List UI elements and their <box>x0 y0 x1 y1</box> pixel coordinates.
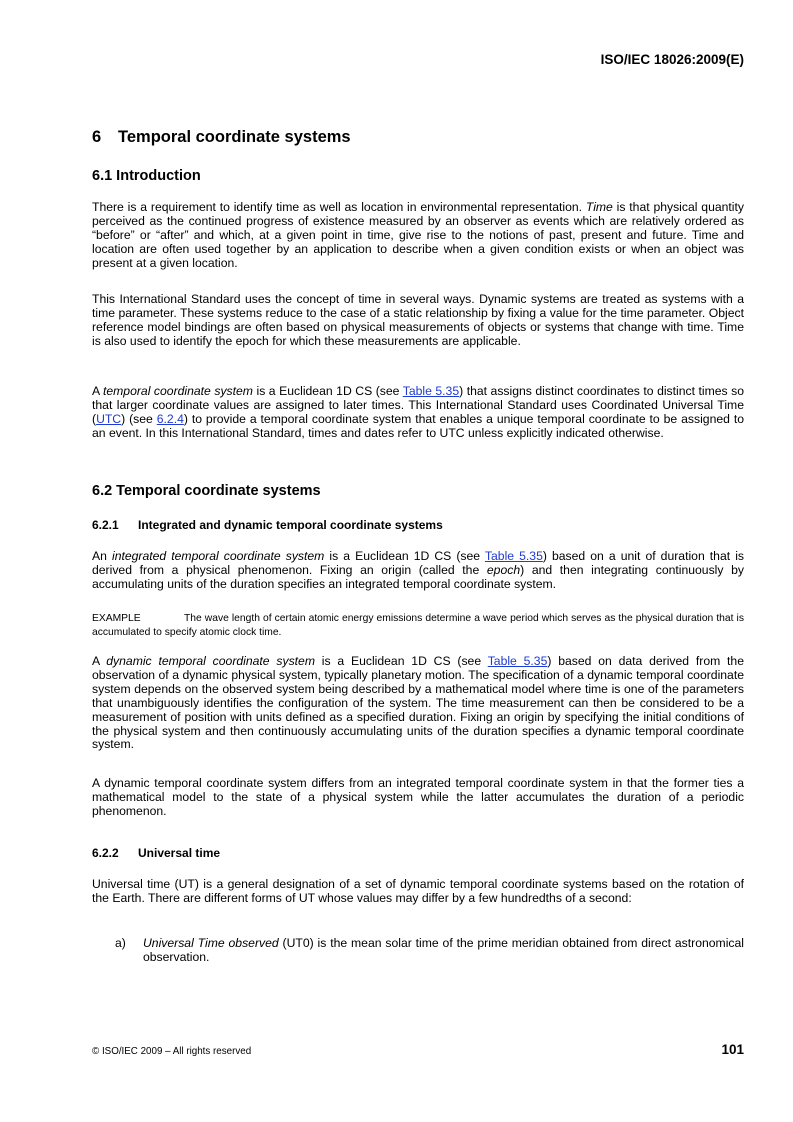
intro-paragraph-2: This International Standard uses the concept of time in several ways. Dynamic systems are treated as systems with a time parameter. These systems reduce to the case of a static relationship by fixing a value for the time parameter. Object reference model bindings are often based on physical measurements of objects or systems that change with time. Time is also used to identify the epoch for which these measurements are applicable. <box>92 292 744 348</box>
dynamic-tcs-paragraph: A dynamic temporal coordinate system is a Euclidean 1D CS (see Table 5.35) based on data derived from the observation of a dynamic physical system, typically planetary motion. The specification of a dynamic temporal coordinate system depends on the observed system being described by a mathematical model where time is one of the parameters that unambiguously identifies the configuration of the system. The time measurement can then be considered to be a measurement of position with units defined as a specified duration. Fixing an origin by specifying the initial conditions of the physical system and then continuously accumulating units of the duration specifies a dynamic temporal coordinate system. <box>92 654 744 752</box>
intro-paragraph-1: There is a requirement to identify time as well as location in environmental representation. Time is that physical quantity perceived as the continued progress of existence measured by an observer as events which are relatively ordered as “before” or “after” and which, at a given point in time, give rise to the notions of past, present and future. Time and location are often used together by an application to describe when a given condition exists or when an object was present at a given location. <box>92 200 744 270</box>
link-utc[interactable]: UTC <box>96 411 122 426</box>
section-6-2-2-heading: 6.2.2 Universal time <box>92 846 221 860</box>
page-number: 101 <box>721 1042 744 1057</box>
term-ut-observed: Universal Time observed <box>143 936 279 950</box>
section-6-2-heading: 6.2 Temporal coordinate systems <box>92 483 321 499</box>
link-6-2-4[interactable]: 6.2.4 <box>156 411 184 426</box>
example-note: EXAMPLE The wave length of certain atomic energy emissions determine a wave period which serves as the physical duration that is accumulated to specify atomic clock time. <box>92 613 744 638</box>
term-integrated-tcs: integrated temporal coordinate system <box>111 549 325 563</box>
link-table-5-35[interactable]: Table 5.35 <box>487 654 548 668</box>
integrated-tcs-paragraph: An integrated temporal coordinate system is a Euclidean 1D CS (see Table 5.35) based on a unit of duration that is derived from a physical phenomenon. Fixing an origin (called the epoch) and then integrating continuously by accumulating units of the duration specifies an integrated temporal coordinate system. <box>92 549 744 591</box>
section-6-2-1-heading: 6.2.1 Integrated and dynamic temporal coordinate systems <box>92 518 443 532</box>
list-marker: a) <box>115 936 126 950</box>
section-number: 6 <box>92 128 102 146</box>
list-item: a) Universal Time observed (UT0) is the mean solar time of the prime meridian obtained from direct astronomical observation. <box>115 936 744 964</box>
document-id-header: ISO/IEC 18026:2009(E) <box>600 52 744 67</box>
section-6-heading <box>92 128 351 147</box>
intro-paragraph-3: A temporal coordinate system is a Euclidean 1D CS (see Table 5.35) that assigns distinct coordinates to distinct times so that larger coordinate values are assigned to later times. This International Standard uses Coordinated Universal Time (UTC) (see 6.2.4) to provide a temporal coordinate system that enables a unique temporal coordinate to be assigned to an event. In this International Standard, times and dates refer to UTC unless explicitly indicated otherwise. <box>92 384 745 440</box>
section-title: Temporal coordinate systems <box>118 128 351 146</box>
term-time: Time <box>585 200 613 214</box>
link-table-5-35[interactable]: Table 5.35 <box>484 549 543 563</box>
term-dynamic-tcs: dynamic temporal coordinate system <box>106 654 315 668</box>
term-epoch: epoch <box>486 562 521 577</box>
copyright-footer: © ISO/IEC 2009 – All rights reserved <box>92 1046 252 1057</box>
link-table-5-35[interactable]: Table 5.35 <box>402 384 460 398</box>
section-6-1-heading: 6.1 Introduction <box>92 168 201 184</box>
term-temporal-cs: temporal coordinate system <box>102 384 253 398</box>
universal-time-paragraph: Universal time (UT) is a general designation of a set of dynamic temporal coordinate systems based on the rotation of the Earth. There are different forms of UT whose values may differ by a few hundredths of a second: <box>92 877 744 905</box>
comparison-paragraph: A dynamic temporal coordinate system differs from an integrated temporal coordinate system in that the former ties a mathematical model to the state of a physical system while the latter accumulates the duration of a periodic phenomenon. <box>92 776 744 818</box>
example-label: EXAMPLE <box>92 613 141 624</box>
